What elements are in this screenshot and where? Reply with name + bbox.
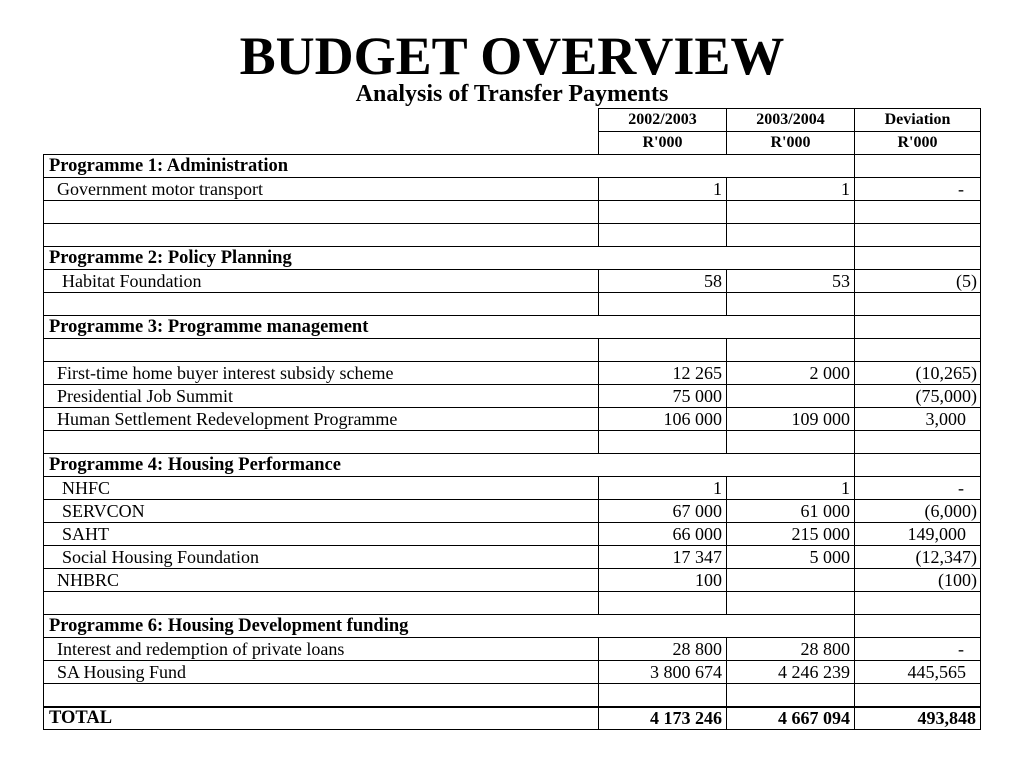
- table-row: [44, 661, 981, 684]
- row-label: SA Housing Fund: [44, 661, 599, 684]
- header-row-years: [44, 109, 981, 132]
- value-2002: 17 347: [599, 546, 727, 569]
- header-row-units: [44, 132, 981, 155]
- value-2003: 109 000: [727, 408, 855, 431]
- page-title: BUDGET OVERVIEW: [239, 26, 785, 86]
- value-deviation: (75,000): [855, 385, 981, 408]
- unit-header-2003: R'000: [727, 132, 855, 155]
- col-header-2003: 2003/2004: [727, 109, 855, 132]
- total-label: TOTAL: [44, 707, 599, 730]
- value-2003: 215 000: [727, 523, 855, 546]
- value-deviation: (12,347): [855, 546, 981, 569]
- table-row: [44, 546, 981, 569]
- empty-row: [44, 431, 981, 454]
- value-2002: 1: [599, 477, 727, 500]
- table-row: [44, 638, 981, 661]
- value-deviation: (6,000): [855, 500, 981, 523]
- total-2002: 4 173 246: [599, 707, 727, 730]
- empty-row: [44, 293, 981, 316]
- row-label: Human Settlement Redevelopment Programme: [44, 408, 599, 431]
- table-row: [44, 477, 981, 500]
- value-2003: 53: [727, 270, 855, 293]
- value-deviation: 445,565: [855, 661, 981, 684]
- row-label: First-time home buyer interest subsidy scheme: [44, 362, 599, 385]
- value-deviation: -: [855, 638, 981, 661]
- value-deviation: (100): [855, 569, 981, 592]
- section-title: Programme 4: Housing Performance: [44, 454, 855, 477]
- value-2002: 58: [599, 270, 727, 293]
- value-2003: 28 800: [727, 638, 855, 661]
- value-2003: [727, 385, 855, 408]
- section-row: [44, 247, 981, 270]
- section-row: [44, 155, 981, 178]
- transfer-payments-table: [43, 108, 981, 730]
- unit-header-2002: R'000: [599, 132, 727, 155]
- value-2002: 3 800 674: [599, 661, 727, 684]
- table-row: [44, 408, 981, 431]
- section-title: Programme 6: Housing Development funding: [44, 615, 855, 638]
- row-label: Social Housing Foundation: [44, 546, 599, 569]
- empty-row: [44, 592, 981, 615]
- value-2002: 100: [599, 569, 727, 592]
- col-header-deviation: Deviation: [855, 109, 981, 132]
- value-deviation: 3,000: [855, 408, 981, 431]
- value-2003: 2 000: [727, 362, 855, 385]
- value-2003: [727, 569, 855, 592]
- empty-row: [44, 201, 981, 224]
- row-label: NHFC: [44, 477, 599, 500]
- row-label: SERVCON: [44, 500, 599, 523]
- value-deviation: -: [855, 178, 981, 201]
- section-row: [44, 454, 981, 477]
- table-row: [44, 178, 981, 201]
- value-2002: 66 000: [599, 523, 727, 546]
- value-2002: 28 800: [599, 638, 727, 661]
- value-2003: 4 246 239: [727, 661, 855, 684]
- value-2003: 1: [727, 178, 855, 201]
- value-2002: 12 265: [599, 362, 727, 385]
- empty-row: [44, 684, 981, 707]
- section-title: Programme 3: Programme management: [44, 316, 855, 339]
- section-title: Programme 2: Policy Planning: [44, 247, 855, 270]
- row-label: Interest and redemption of private loans: [44, 638, 599, 661]
- value-2003: 61 000: [727, 500, 855, 523]
- section-title: Programme 1: Administration: [44, 155, 855, 178]
- empty-row: [44, 224, 981, 247]
- table-row: [44, 270, 981, 293]
- table-row: [44, 523, 981, 546]
- table-row: [44, 500, 981, 523]
- row-label: NHBRC: [44, 569, 599, 592]
- row-label: Habitat Foundation: [44, 270, 599, 293]
- total-2003: 4 667 094: [727, 707, 855, 730]
- value-2002: 106 000: [599, 408, 727, 431]
- row-label: Presidential Job Summit: [44, 385, 599, 408]
- value-deviation: 149,000: [855, 523, 981, 546]
- section-row: [44, 615, 981, 638]
- value-deviation: (10,265): [855, 362, 981, 385]
- unit-header-deviation: R'000: [855, 132, 981, 155]
- value-2002: 75 000: [599, 385, 727, 408]
- value-2003: 1: [727, 477, 855, 500]
- value-deviation: -: [855, 477, 981, 500]
- table-row: [44, 385, 981, 408]
- col-header-2002: 2002/2003: [599, 109, 727, 132]
- table-row: [44, 362, 981, 385]
- row-label: Government motor transport: [44, 178, 599, 201]
- value-2002: 1: [599, 178, 727, 201]
- row-label: SAHT: [44, 523, 599, 546]
- table-row: [44, 569, 981, 592]
- page-subtitle: Analysis of Transfer Payments: [355, 81, 669, 107]
- section-row: [44, 316, 981, 339]
- total-row: [44, 707, 981, 730]
- value-2002: 67 000: [599, 500, 727, 523]
- total-deviation: 493,848: [855, 707, 981, 730]
- empty-row: [44, 339, 981, 362]
- value-deviation: (5): [855, 270, 981, 293]
- value-2003: 5 000: [727, 546, 855, 569]
